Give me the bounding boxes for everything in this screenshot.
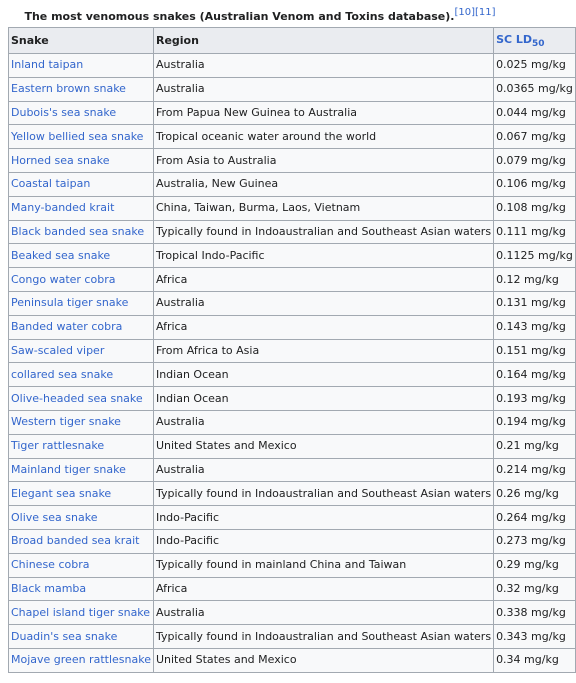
snake-link[interactable]: Black banded sea snake [11,224,145,238]
snake-link[interactable]: Many-banded krait [11,201,115,215]
cell-ld50: 0.079 mg/kg [494,149,576,173]
table-row [9,172,576,196]
cell-snake [9,434,154,458]
table-row [9,625,576,649]
table-row [9,506,576,530]
cell-region: From Africa to Asia [153,339,493,363]
cell-ld50: 0.21 mg/kg [494,434,576,458]
cell-region: Typically found in Indoaustralian and Southeast Asian waters [153,220,493,244]
cell-snake [9,458,154,482]
cell-ld50: 0.044 mg/kg [494,101,576,125]
cell-ld50: 0.151 mg/kg [494,339,576,363]
cell-snake [9,601,154,625]
cell-ld50: 0.143 mg/kg [494,315,576,339]
cell-region: Indo-Pacific [153,529,493,553]
cell-region: Australia [153,291,493,315]
cell-ld50: 0.34 mg/kg [494,648,576,672]
cell-region: Indian Ocean [153,387,493,411]
table-row [9,601,576,625]
cell-region: Australia [153,410,493,434]
cell-ld50: 0.108 mg/kg [494,196,576,220]
cell-region: Africa [153,268,493,292]
cell-region: Africa [153,577,493,601]
cell-ld50: 0.111 mg/kg [494,220,576,244]
cell-ld50: 0.273 mg/kg [494,529,576,553]
snake-link[interactable]: Inland taipan [11,58,84,72]
cell-snake [9,315,154,339]
table-row [9,482,576,506]
header-snake[interactable]: Snake [9,28,154,54]
snake-link[interactable]: Black mamba [11,581,87,595]
cell-region: Typically found in Indoaustralian and Southeast Asian waters [153,625,493,649]
snake-link[interactable]: Olive sea snake [11,510,98,524]
table-header-row [9,28,576,54]
table-row [9,410,576,434]
cell-ld50: 0.338 mg/kg [494,601,576,625]
snake-link[interactable]: Duadin's sea snake [11,629,118,643]
cell-ld50: 0.164 mg/kg [494,363,576,387]
cell-snake [9,244,154,268]
cell-snake [9,625,154,649]
cell-snake [9,529,154,553]
snake-link[interactable]: Banded water cobra [11,320,123,334]
cell-ld50: 0.343 mg/kg [494,625,576,649]
table-row [9,220,576,244]
cell-region: Typically found in Indoaustralian and Southeast Asian waters [153,482,493,506]
cell-ld50: 0.194 mg/kg [494,410,576,434]
cell-region: Australia, New Guinea [153,172,493,196]
snake-link[interactable]: Olive-headed sea snake [11,391,143,405]
header-ld50[interactable] [494,28,576,54]
table-row [9,77,576,101]
snake-link[interactable]: collared sea snake [11,367,114,381]
cell-snake [9,577,154,601]
table-row [9,125,576,149]
snake-link[interactable]: Beaked sea snake [11,248,111,262]
snake-link[interactable]: Broad banded sea krait [11,534,140,548]
cell-snake [9,77,154,101]
snake-link[interactable]: Mojave green rattlesnake [11,653,151,667]
venomous-snakes-table [8,27,576,673]
header-region[interactable]: Region [153,28,493,54]
snake-link[interactable]: Saw-scaled viper [11,343,105,357]
snake-link[interactable]: Dubois's sea snake [11,105,117,119]
cell-region: Australia [153,54,493,78]
cell-snake [9,363,154,387]
cell-snake [9,553,154,577]
cell-region: Australia [153,458,493,482]
snake-link[interactable]: Coastal taipan [11,177,91,191]
snake-link[interactable]: Congo water cobra [11,272,116,286]
table-row [9,54,576,78]
caption-text: The most venomous snakes (Australian Venom and Toxins database). [24,10,455,23]
snake-link[interactable]: Mainland tiger snake [11,462,126,476]
cell-region: United States and Mexico [153,434,493,458]
ld50-subscript: 50 [532,38,545,49]
table-row [9,458,576,482]
cell-ld50: 0.29 mg/kg [494,553,576,577]
table-row [9,244,576,268]
snake-link[interactable]: Chapel island tiger snake [11,605,151,619]
cell-snake [9,410,154,434]
cell-ld50: 0.214 mg/kg [494,458,576,482]
cell-snake [9,387,154,411]
snake-link[interactable]: Horned sea snake [11,153,110,167]
cell-snake [9,101,154,125]
cell-ld50: 0.0365 mg/kg [494,77,576,101]
table-row [9,648,576,672]
cell-region: Typically found in mainland China and Taiwan [153,553,493,577]
table-row [9,577,576,601]
cell-ld50: 0.025 mg/kg [494,54,576,78]
table-row [9,387,576,411]
cell-ld50: 0.264 mg/kg [494,506,576,530]
cell-snake [9,220,154,244]
cell-snake [9,196,154,220]
cell-snake [9,172,154,196]
table-row [9,434,576,458]
caption-reference-link[interactable]: [10][11] [454,7,496,18]
cell-ld50: 0.26 mg/kg [494,482,576,506]
cell-snake [9,506,154,530]
cell-snake [9,268,154,292]
cell-snake [9,125,154,149]
cell-region: Indian Ocean [153,363,493,387]
table-row [9,315,576,339]
cell-snake [9,339,154,363]
cell-ld50: 0.12 mg/kg [494,268,576,292]
table-caption [0,5,520,25]
cell-ld50: 0.067 mg/kg [494,125,576,149]
table-row [9,553,576,577]
cell-ld50: 0.131 mg/kg [494,291,576,315]
table-row [9,268,576,292]
cell-region: From Asia to Australia [153,149,493,173]
snake-link[interactable]: Western tiger snake [11,415,121,429]
cell-region: Indo-Pacific [153,506,493,530]
cell-ld50: 0.193 mg/kg [494,387,576,411]
snake-link[interactable]: Eastern brown snake [11,82,126,96]
cell-region: Tropical Indo-Pacific [153,244,493,268]
cell-snake [9,54,154,78]
cell-region: Africa [153,315,493,339]
cell-region: From Papua New Guinea to Australia [153,101,493,125]
snake-link[interactable]: Tiger rattlesnake [11,439,105,453]
cell-ld50: 0.1125 mg/kg [494,244,576,268]
cell-snake [9,291,154,315]
cell-snake [9,149,154,173]
table-row [9,149,576,173]
cell-ld50: 0.106 mg/kg [494,172,576,196]
cell-region: Australia [153,77,493,101]
cell-region: China, Taiwan, Burma, Laos, Vietnam [153,196,493,220]
table-row [9,529,576,553]
ld50-link[interactable] [496,32,545,49]
cell-region: Tropical oceanic water around the world [153,125,493,149]
table-row [9,363,576,387]
cell-snake [9,482,154,506]
ld50-prefix: SC LD [496,32,533,46]
table-row [9,291,576,315]
cell-region: United States and Mexico [153,648,493,672]
snake-link[interactable]: Peninsula tiger snake [11,296,129,310]
snake-link[interactable]: Chinese cobra [11,558,90,572]
cell-snake [9,648,154,672]
cell-ld50: 0.32 mg/kg [494,577,576,601]
table-row [9,339,576,363]
table-row [9,101,576,125]
snake-link[interactable]: Yellow bellied sea snake [11,129,144,143]
cell-region: Australia [153,601,493,625]
snake-link[interactable]: Elegant sea snake [11,486,112,500]
table-row [9,196,576,220]
